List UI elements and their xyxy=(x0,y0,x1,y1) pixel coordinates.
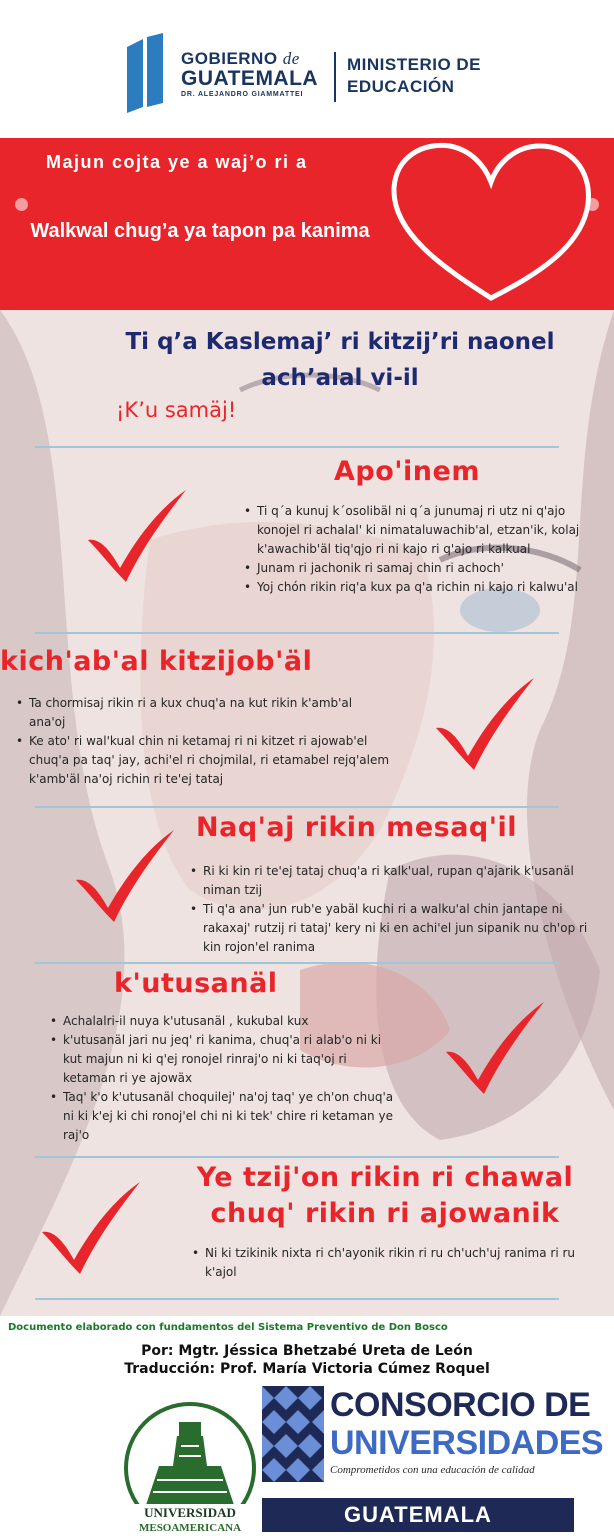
consorcio-tagline: Comprometidos con una educación de calidad xyxy=(330,1464,535,1476)
section-title-naqaj: Naq'aj rikin mesaq'il xyxy=(196,812,518,843)
gov-line1-de: de xyxy=(282,49,300,68)
list-item: • Junam ri jachonik ri samaj chin ri achoch' xyxy=(242,559,594,578)
section-title-kichabal: kich'ab'al kitzijob'äl xyxy=(0,646,313,677)
page-subtitle: ¡K’u samäj! xyxy=(116,398,237,422)
section-bullets-kichabal xyxy=(14,694,390,789)
section-bullets-yetzijon xyxy=(190,1244,594,1282)
red-banner xyxy=(0,138,614,310)
list-item: • Ke ato' ri wal'kual chin ni ketamaj ri ni kitzet ri ajowab'el chuq'a pa taq' jay, achi'el ri chojmilal, ri etamabel rejq'alem k'amb'äl na'oj richin ri te'ej tataj xyxy=(14,732,390,789)
section-bullets-apoinem xyxy=(242,502,594,597)
section-title-yetzijon: Ye tzij'on rikin ri chawal chuq' rikin ri ajowanik xyxy=(196,1162,574,1229)
universidad-mesoamericana-logo xyxy=(115,1396,265,1536)
banner-line2: Walkwal chug’a ya tapon pa kanima xyxy=(30,220,370,242)
meso-name-1: UNIVERSIDAD xyxy=(144,1505,236,1520)
checkmark-icon xyxy=(70,828,178,924)
page-title: Ti q’a Kaslemaj’ ri kitzij’ri naonel ach’alal vi-il xyxy=(125,329,555,391)
section-bullets-kutusanal xyxy=(48,1012,398,1145)
consorcio-line1: CONSORCIO DE xyxy=(330,1386,591,1424)
gov-line1: GOBIERNO xyxy=(181,49,278,68)
ministry-line2: EDUCACIÓN xyxy=(347,77,455,96)
consorcio-logo xyxy=(262,1386,602,1536)
list-item: • Ni ki tzikinik nixta ri ch'ayonik rikin ri ru ch'uch'uj ranima ri ru k'ajol xyxy=(190,1244,594,1282)
list-item: • Achalalri-il nuya k'utusanäl , kukubal kux xyxy=(48,1012,398,1031)
section-divider xyxy=(35,1156,559,1158)
document-note: Documento elaborado con fundamentos del Sistema Preventivo de Don Bosco xyxy=(8,1322,448,1333)
header xyxy=(0,0,614,138)
list-item: • Ti q´a kunuj k´osolibäl ni q´a junumaj ri utz ni q'ajo konojel ri achalal' ki nimataluwachib'al, etzan'ik, kolaj k'awachib'äl tiq'qjo ri ni kajo ri q'ajo ri kalkual xyxy=(242,502,594,559)
list-item: • Taq' k'o k'utusanäl choquilej' na'oj taq' ye ch'on chuq'a ni ki k'ej ki chi ronoj'el chi ni ki tek' chire ri ketaman ye raj'o xyxy=(48,1088,398,1145)
section-title-apoinem: Apo'inem xyxy=(334,456,480,487)
list-item: • Ta chormisaj rikin ri a kux chuq'a na kut rikin k'amb'al ana'oj xyxy=(14,694,390,732)
checkmark-icon xyxy=(430,676,538,772)
main-content xyxy=(0,310,614,1316)
list-item: • Ti q'a ana' jun rub'e yabäl kuchi ri a walku'al chin jantape ni rakaxaj' rutzij ri tataj' kery ni ki en achi'el jun sipanik nu ch'op ri kin rojon'el ranima xyxy=(188,900,588,957)
footer xyxy=(0,1316,614,1536)
banner-line1: Majun cojta ye a waj’o ri a xyxy=(46,152,308,172)
list-item: • k'utusanäl jari nu jeq' ri kanima, chuq'a ri alab'o ni ki kut majun ni ki q'ej ronojel rinraj'o ni ki taq'oj ri ketaman ri ye ajowäx xyxy=(48,1031,398,1088)
gov-line2: GUATEMALA xyxy=(181,67,319,90)
ministry-name xyxy=(347,54,481,98)
translator-credit: Traducción: Prof. María Victoria Cúmez Roquel xyxy=(124,1361,490,1377)
header-divider xyxy=(334,52,336,102)
section-divider xyxy=(35,632,559,634)
consorcio-title xyxy=(330,1386,603,1462)
government-logo-text xyxy=(181,50,318,100)
meso-name-2: MESOAMERICANA xyxy=(138,1522,242,1534)
guatemala-flag-icon xyxy=(117,33,171,113)
section-divider xyxy=(35,1298,559,1300)
consorcio-line2: UNIVERSIDADES xyxy=(330,1424,604,1462)
consorcio-country-band xyxy=(262,1498,574,1532)
consorcio-country: GUATEMALA xyxy=(344,1502,492,1527)
section-title-kutusanal: k'utusanäl xyxy=(114,968,278,999)
checkmark-icon xyxy=(440,1000,548,1096)
author-credit: Por: Mgtr. Jéssica Bhetzabé Ureta de León xyxy=(141,1343,473,1359)
checkmark-icon xyxy=(36,1180,144,1276)
ministry-line1: MINISTERIO DE xyxy=(347,55,482,74)
checkmark-icon xyxy=(82,488,190,584)
consorcio-pattern-icon xyxy=(262,1386,324,1482)
list-item: • Ri ki kin ri te'ej tataj chuq'a ri kalk'ual, rupan q'ajarik k'usanäl niman tzij xyxy=(188,862,588,900)
gov-line3: DR. ALEJANDRO GIAMMATTEI xyxy=(181,91,304,98)
list-item: • Yoj chón rikin riq'a kux pa q'a richin ni kajo ri kalwu'al xyxy=(242,578,594,597)
section-divider xyxy=(35,806,559,808)
decor-dot xyxy=(15,198,28,211)
credits xyxy=(0,1342,614,1378)
section-bullets-naqaj xyxy=(188,862,588,957)
section-divider xyxy=(35,962,559,964)
heart-icon xyxy=(384,138,598,306)
section-divider xyxy=(35,446,559,448)
